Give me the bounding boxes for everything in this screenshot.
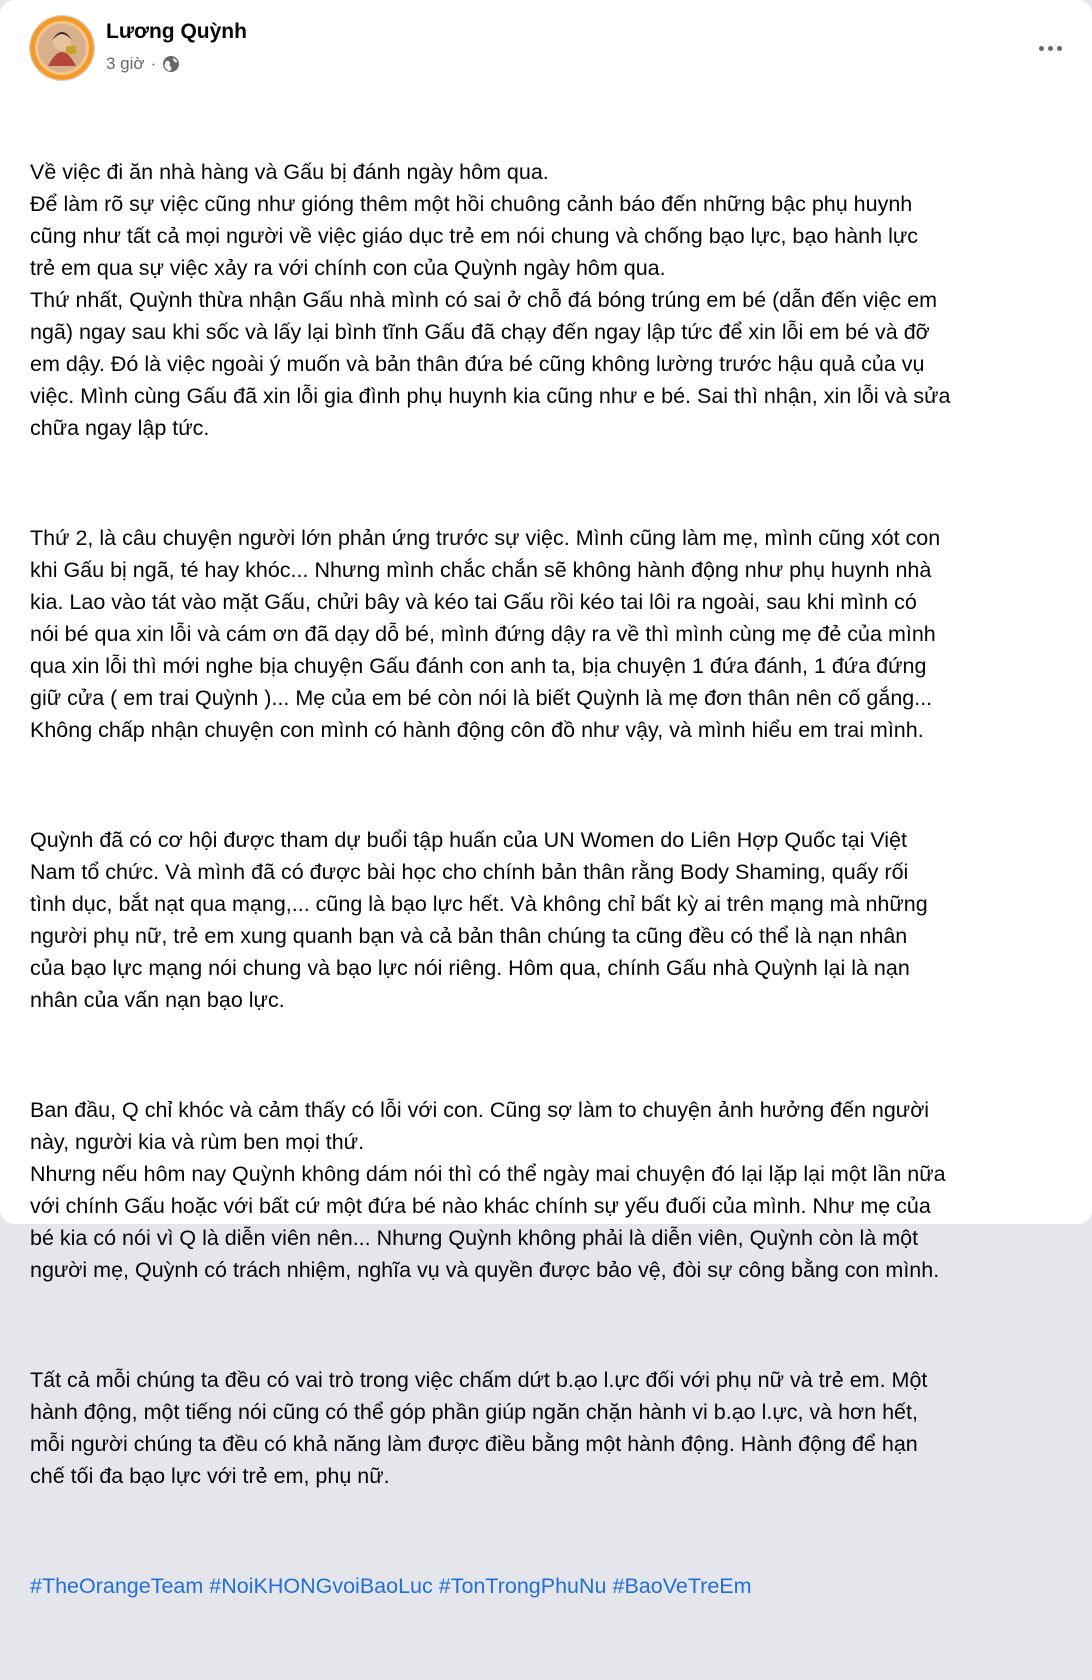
author-name[interactable]: Lương Quỳnh	[106, 20, 247, 43]
meta-separator: ·	[150, 54, 157, 73]
hashtag-link[interactable]: #NoiKHONGvoiBaoLuc	[209, 1574, 433, 1598]
more-dot	[1057, 46, 1062, 51]
post-content	[30, 92, 1070, 1680]
post-time[interactable]: 3 giờ	[106, 54, 145, 73]
more-dot	[1048, 46, 1053, 51]
post-paragraph-5: Tất cả mỗi chúng ta đều có vai trò trong việc chấm dứt b.ạo l.ực đối với phụ nữ và trẻ em. Một hành động, một tiếng nói cũng có thể góp phần giúp ngăn chặn hành vi b.ạo l.ực, và hơn hết, mỗi người chúng ta đều có khả năng làm được điều bằng một hành động. Hành động để hạn chế tối đa bạo lực với trẻ em, phụ nữ.	[30, 1368, 928, 1488]
more-options-button[interactable]	[1030, 28, 1070, 68]
post-header	[30, 16, 1070, 80]
post-paragraph-4: Ban đầu, Q chỉ khóc và cảm thấy có lỗi với con. Cũng sợ làm to chuyện ảnh hưởng đến người này, người kia và rùm ben mọi thứ. Nhưng nếu hôm nay Quỳnh không dám nói thì có thể ngày mai chuyện đó lại lặp lại một lần nữa với chính Gấu hoặc với bất cứ một đứa bé nào khác chính sự yếu đuối của mình. Như mẹ của bé kia có nói vì Q là diễn viên nên... Nhưng Quỳnh không phải là diễn viên, Quỳnh còn là một người mẹ, Quỳnh có trách nhiệm, nghĩa vụ và quyền được bảo vệ, đòi sự công bằng con mình.	[30, 1098, 946, 1282]
hashtag-link[interactable]: #TonTrongPhuNu	[438, 1574, 607, 1598]
post-meta	[106, 54, 180, 74]
post-paragraph-2: Thứ 2, là câu chuyện người lớn phản ứng trước sự việc. Mình cũng làm mẹ, mình cũng xót con khi Gấu bị ngã, té hay khóc... Nhưng mình chắc chắn sẽ không hành động như phụ huynh nhà kia. Lao vào tát vào mặt Gấu, chửi bây và kéo tai Gấu rồi kéo tai lôi ra ngoài, sau khi mình có nói bé qua xin lỗi và cám ơn đã dạy dỗ bé, mình đứng dậy ra về thì mình cùng mẹ đẻ của mình qua xin lỗi thì mới nghe bịa chuyện Gấu đánh con anh ta, bịa chuyện 1 đứa đánh, 1 đứa đứng giữ cửa ( em trai Quỳnh )... Mẹ của em bé còn nói là biết Quỳnh là mẹ đơn thân nên cố gắng... Không chấp nhận chuyện con mình có hành động côn đồ như vậy, và mình hiểu em trai mình.	[30, 526, 941, 742]
hashtag-row	[30, 1570, 1070, 1602]
hashtag-link[interactable]: #BaoVeTreEm	[612, 1574, 752, 1598]
post-paragraph-3: Quỳnh đã có cơ hội được tham dự buổi tập huấn của UN Women do Liên Hợp Quốc tại Việt Nam tổ chức. Và mình đã có được bài học cho chính bản thân rằng Body Shaming, quấy rối tình dục, bắt nạt qua mạng,... cũng là bạo lực hết. Và không chỉ bất kỳ ai trên mạng mà những người phụ nữ, trẻ em xung quanh bạn và cả bản thân chúng ta cũng đều có thể là nạn nhân của bạo lực mạng nói chung và bạo lực nói riêng. Hôm qua, chính Gấu nhà Quỳnh lại là nạn nhân của vấn nạn bạo lực.	[30, 828, 928, 1012]
hashtag-link[interactable]: #TheOrangeTeam	[30, 1574, 204, 1598]
avatar-image	[30, 16, 94, 80]
post-paragraph-1: Về việc đi ăn nhà hàng và Gấu bị đánh ngày hôm qua. Để làm rõ sự việc cũng như gióng thêm một hồi chuông cảnh báo đến những bậc phụ huynh cũng như tất cả mọi người về việc giáo dục trẻ em nói chung và chống bạo lực, bạo hành lực trẻ em qua sự việc xảy ra với chính con của Quỳnh ngày hôm qua. Thứ nhất, Quỳnh thừa nhận Gấu nhà mình có sai ở chỗ đá bóng trúng em bé (dẫn đến việc em ngã) ngay sau khi sốc và lấy lại bình tĩnh Gấu đã chạy đến ngay lập tức để xin lỗi em bé và đỡ em dậy. Đó là việc ngoài ý muốn và bản thân đứa bé cũng không lường trước hậu quả của vụ việc. Mình cùng Gấu đã xin lỗi gia đình phụ huynh kia cũng như e bé. Sai thì nhận, xin lỗi và sửa chữa ngay lập tức.	[30, 160, 951, 440]
more-horizontal-icon	[1039, 46, 1044, 51]
avatar[interactable]	[30, 16, 94, 80]
globe-icon[interactable]	[162, 55, 180, 73]
